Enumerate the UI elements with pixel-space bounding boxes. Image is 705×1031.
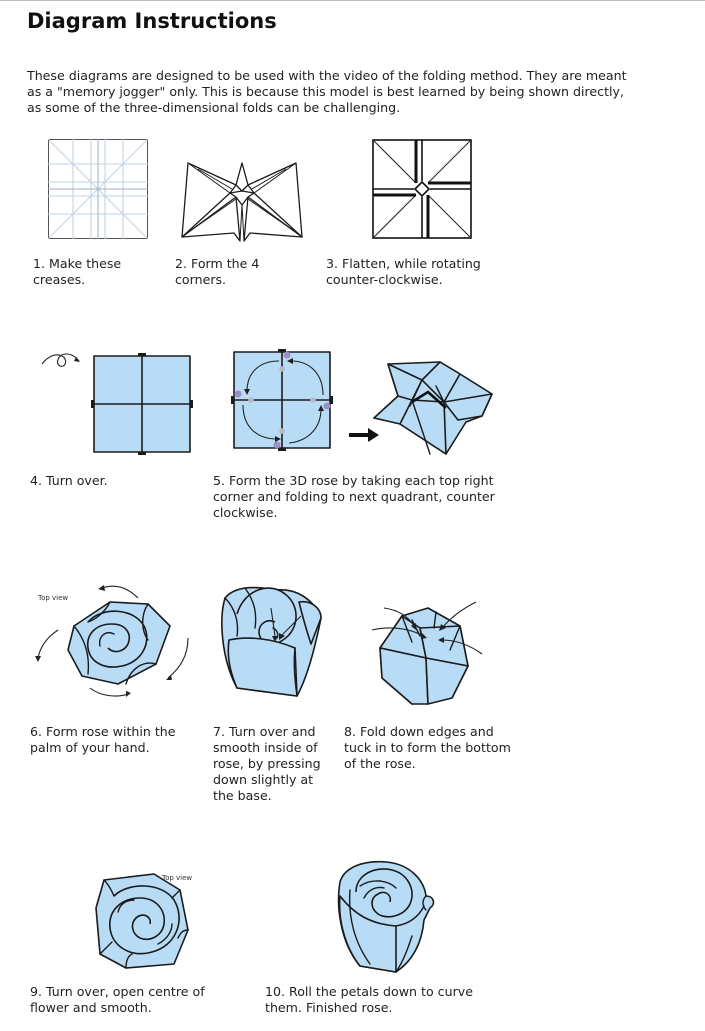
step-9-caption: 9. Turn over, open centre of flower and smooth. xyxy=(30,984,205,1015)
step-5-quadrant-diagram xyxy=(229,347,335,453)
top-rule xyxy=(0,0,705,1)
step-7-rose-side-view xyxy=(215,578,327,700)
step-4-caption: 4. Turn over. xyxy=(30,473,108,488)
turn-over-icon xyxy=(40,348,82,372)
step-9-rose-top-view xyxy=(92,868,200,972)
step-5-3d-fold-diagram xyxy=(370,358,496,456)
step-5-caption: 5. Form the 3D rose by taking each top right corner and folding to next quadrant, counter clockwise. xyxy=(213,473,495,520)
step-1-crease-diagram xyxy=(48,139,148,239)
step-4-turned-square xyxy=(89,351,195,457)
intro-paragraph: These diagrams are designed to be used with the video of the folding method. They are meant as a "memory jogger" only. This is because this model is best learned by being shown directly, as some of the three-dimensional folds can be challenging. xyxy=(27,68,627,115)
top-view-label-2: Top view xyxy=(162,874,193,882)
step-8-bottom-fold-diagram xyxy=(372,596,484,710)
step-10-caption: 10. Roll the petals down to curve them. Finished rose. xyxy=(265,984,473,1015)
step-3-flatten-diagram xyxy=(372,139,472,239)
step-6-rose-top-view xyxy=(30,576,200,702)
step-7-caption: 7. Turn over and smooth inside of rose, by pressing down slightly at the base. xyxy=(213,724,321,803)
step-2-corners-diagram xyxy=(180,161,304,241)
step-2-caption: 2. Form the 4 corners. xyxy=(175,256,260,287)
page-title: Diagram Instructions xyxy=(27,9,277,33)
step-3-caption: 3. Flatten, while rotating counter-clockwise. xyxy=(326,256,481,287)
step-6-caption: 6. Form rose within the palm of your hand. xyxy=(30,724,176,755)
top-view-label: Top view xyxy=(38,594,69,602)
step-8-caption: 8. Fold down edges and tuck in to form the bottom of the rose. xyxy=(344,724,511,771)
step-10-finished-rose xyxy=(326,856,438,974)
step-1-caption: 1. Make these creases. xyxy=(33,256,122,287)
